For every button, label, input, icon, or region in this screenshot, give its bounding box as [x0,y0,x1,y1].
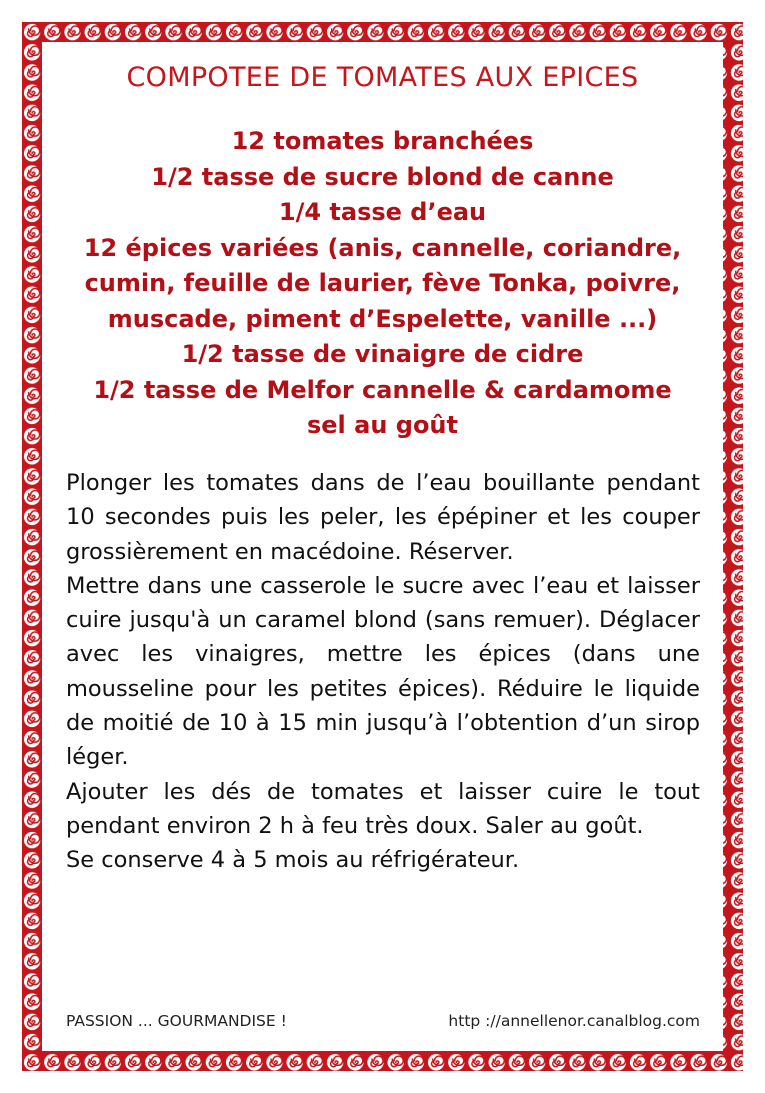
ingredient-line: 1/2 tasse de sucre blond de canne [151,162,614,191]
ingredient-line: 12 épices variées (anis, cannelle, coriandre, [83,233,682,262]
footer-url: http ://annellenor.canalblog.com [448,1012,700,1030]
footer-slogan: PASSION ... GOURMANDISE ! [66,1012,287,1030]
ingredient-line: cumin, feuille de laurier, fève Tonka, poivre, [84,269,681,297]
preparation-steps [66,466,700,878]
ingredient-line: 1/4 tasse d’eau [278,198,487,226]
step-paragraph: Mettre dans une casserole le sucre avec l’eau et laisser cuire jusqu'à un caramel blond (sans remuer). Déglacer avec les vinaigres, mettre les épices (dans une mousseline pour les petites épices). Réduire le liquide de moitié de 10 à 15 min jusqu’à l’obtention d’un sirop léger. [66,572,700,771]
step-paragraph: Plonger les tomates dans de l’eau bouillante pendant 10 secondes puis les peler, les épépiner et les couper grossièrement en macédoine. Réserver. [66,470,700,565]
step-paragraph: Se conserve 4 à 5 mois au réfrigérateur. [66,847,520,874]
ingredient-line: 12 tomates branchées [231,127,534,155]
ingredient-list [42,124,723,444]
step-paragraph: Ajouter les dés de tomates et laisser cuire le tout pendant environ 2 h à feu très doux. Saler au goût. [66,778,700,839]
footer [66,1012,700,1036]
ingredient-line: 1/2 tasse de Melfor cannelle & cardamome [93,375,672,404]
ingredient-line: 1/2 tasse de vinaigre de cidre [181,340,584,368]
recipe-content [42,42,723,1051]
ingredient-line: sel au goût [306,411,458,439]
recipe-title: COMPOTEE DE TOMATES AUX EPICES [126,62,639,93]
ingredient-line: muscade, piment d’Espelette, vanille ...) [107,304,658,333]
